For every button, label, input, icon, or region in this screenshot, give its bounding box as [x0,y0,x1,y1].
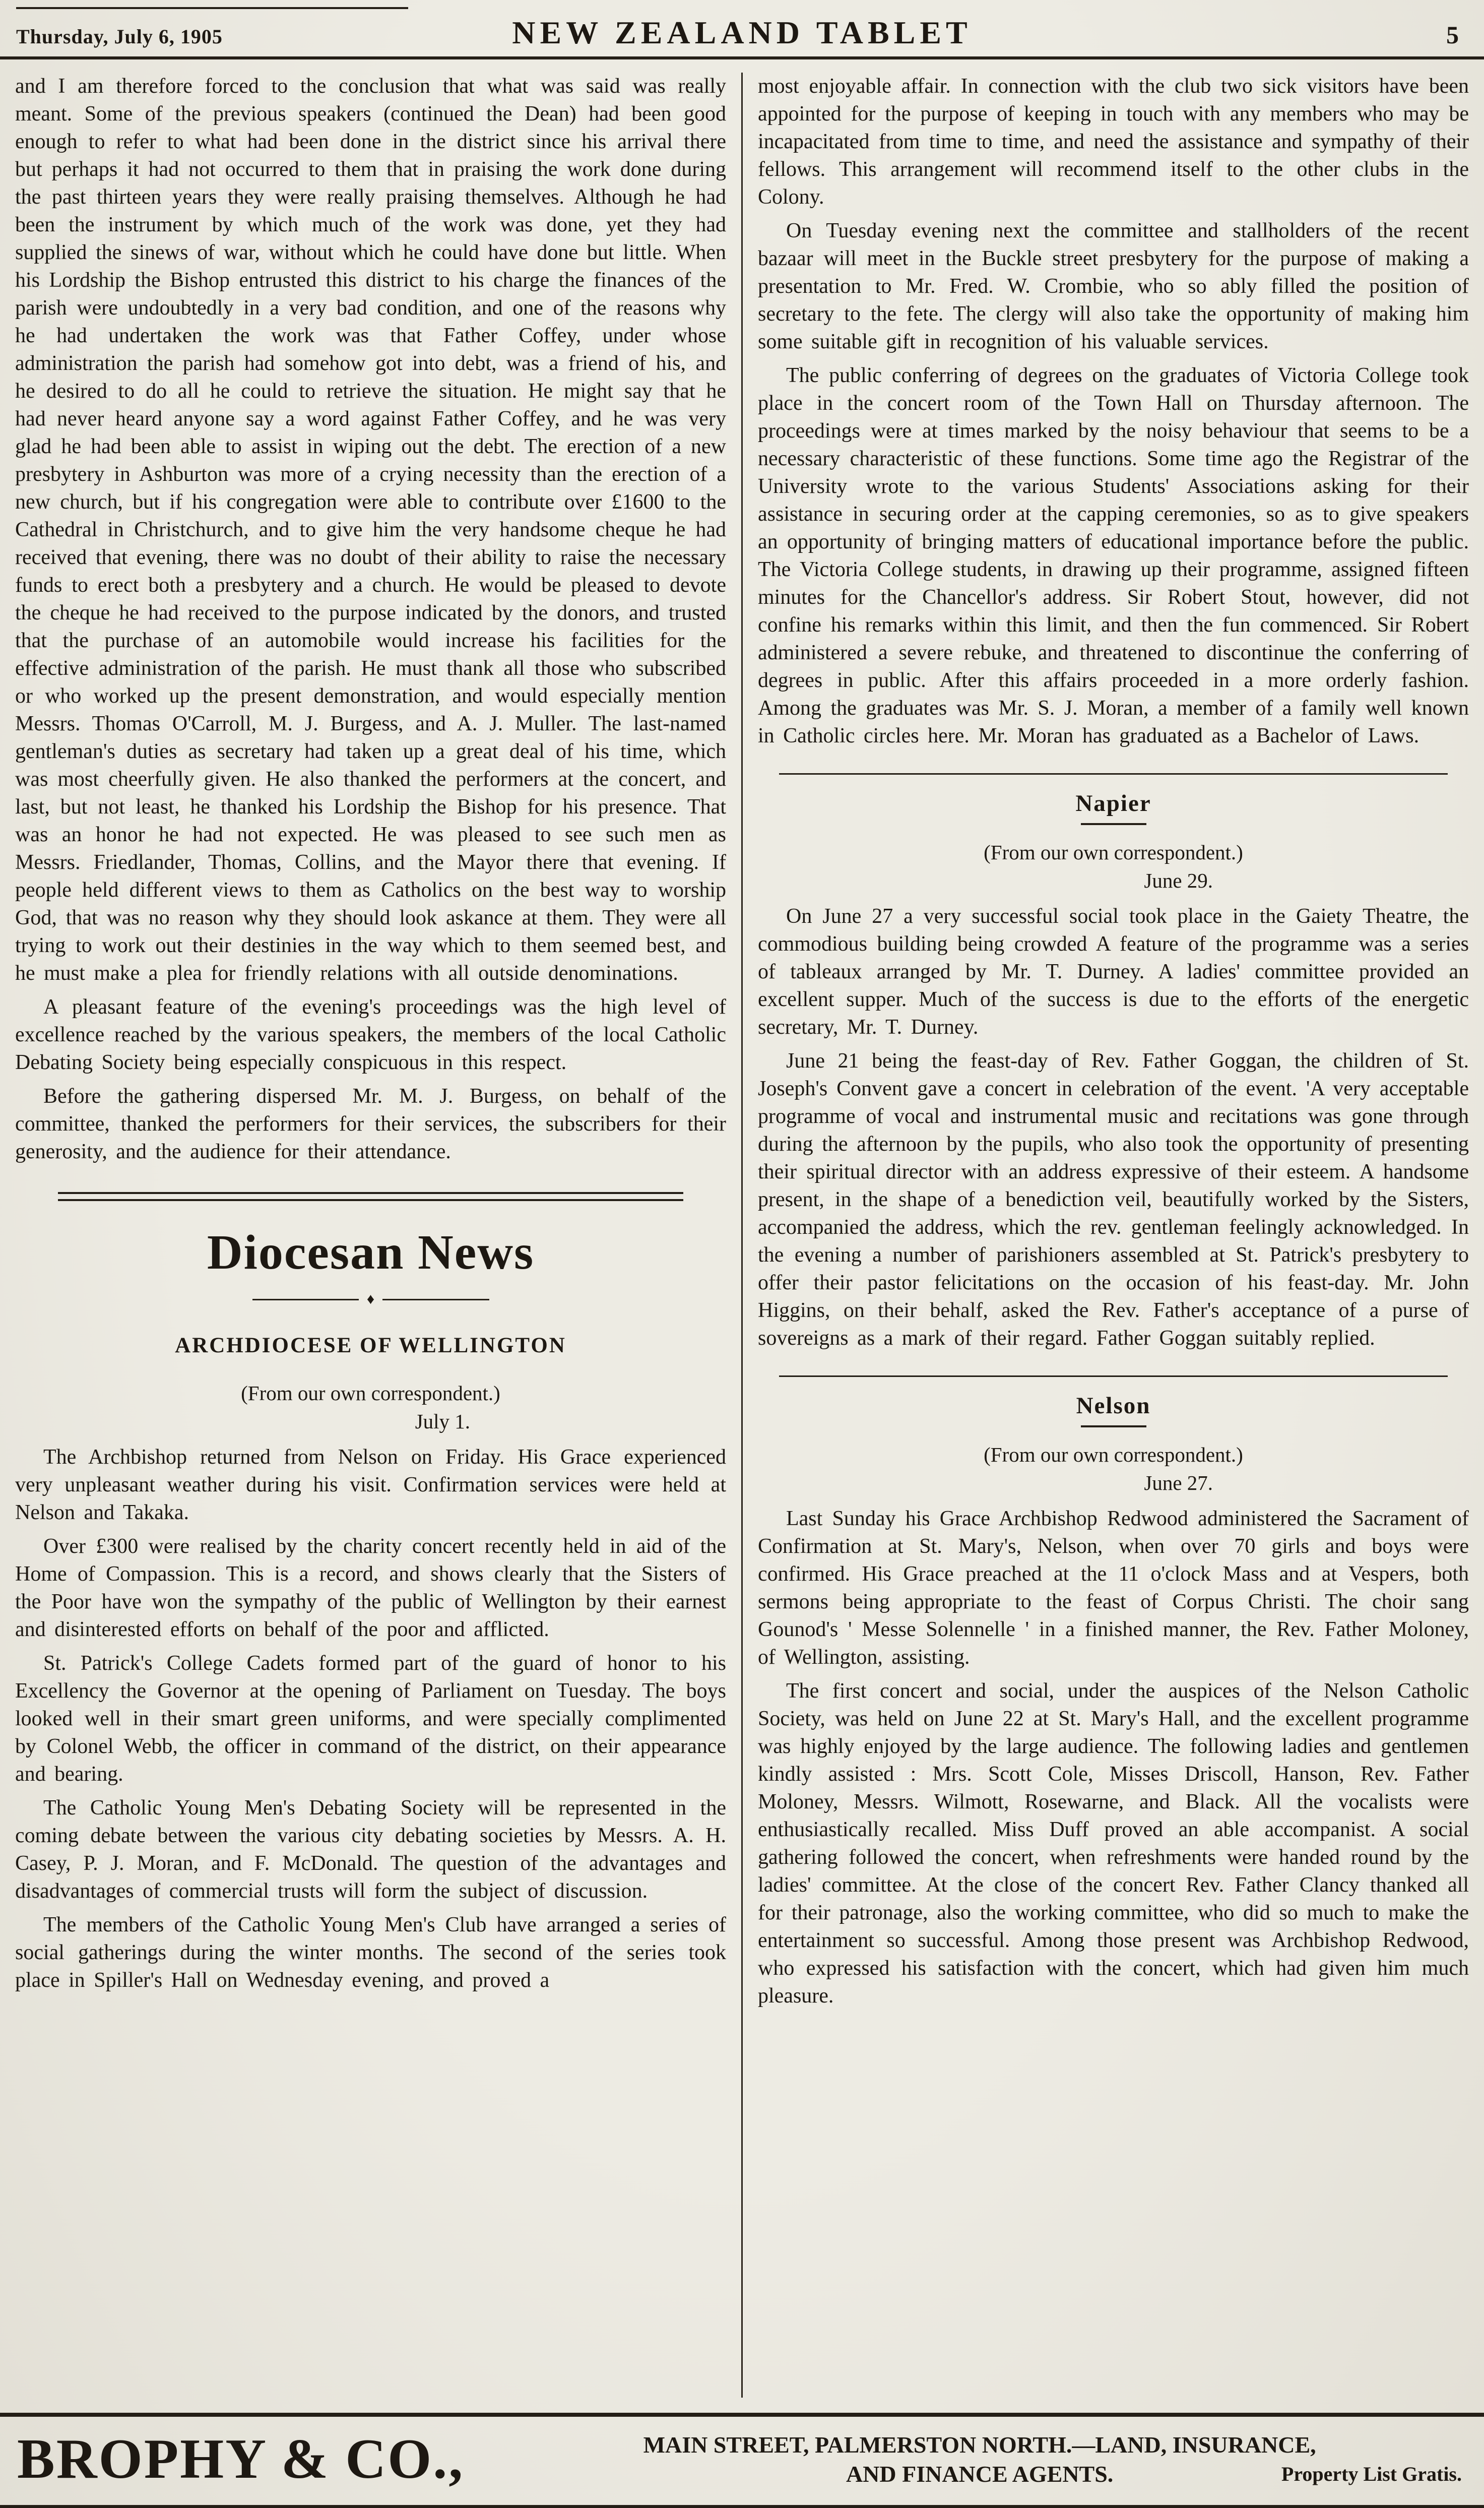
paragraph: most enjoyable affair. In connection with the club two sick visitors have been appointed for the purpose of keeping in touch with any members who may be incapacitated from time to time, and need the assistance and sympathy of their fellows. This arrangement will recommend itself to the other clubs in the Colony. [758,75,1469,209]
diamond-icon: ♦ [366,1291,375,1307]
paragraph: and I am therefore forced to the conclusion that what was said was really meant. Some of the previous speakers (continued the Dean) had been good enough to refer to what had been done in the district since his arrival there but perhaps it had not occurred to them that in praising the work done during the past thirteen years they were really praising themselves. Although he had been the instrument by which much of the work was done, yet they had supplied the sinews of war, without which he could have done but little. When his Lordship the Bishop entrusted this district to his charge the finances of the parish were undoubtedly in a very bad condition, and one of the reasons why he had undertaken the work was that Father Coffey, under whose administration the parish had somehow got into debt, was a friend of his, and he desired to do all he could to retrieve the situation. He might say that he had never heard anyone say a word against Father Coffey, and he was very glad he had been able to assist in wiping out the debt. The erection of a new presbytery in Ashburton was more of a crying necessity than the erection of a new church, but if his congregation were able to contribute over £1600 to the Cathedral in Christchurch, and to give him the very handsome cheque he had received that evening, there was no doubt of their ability to raise the necessary funds to erect both a presbytery and a church. He would be pleased to devote the cheque he had received to the purpose indicated by the donors, and trusted that the purchase of an automobile would increase his facilities for the effective administration of the parish. He must thank all those who subscribed or who worked up the present demonstration, and would especially mention Messrs. Thomas O'Carroll, M. J. Burgess, and A. J. Muller. The last-named gentleman's duties as secretary had taken up a great deal of his time, which was most cheerfully given. He also thanked the performers at the concert, and last, but not least, he thanked his Lordship the Bishop for his presence. That was an honor he had not expected. He was pleased to see such men as Messrs. Friedlander, Thomas, Collins, and the Mayor there that evening. If people held different views to them as Catholics on the best way to worship God, that was no reason why they should look askance at them. They were all trying to work out their destinies in the way which to them seemed best, and he must make a plea for friendly relations with all outside denominations. [15,75,726,985]
paragraph: The members of the Catholic Young Men's Club have arranged a series of social gatherings during the winter months. The second of the series took place in Spiller's Hall on Wednesday evening, and proved a [15,1913,726,1992]
paragraph: A pleasant feature of the evening's proceedings was the high level of excellence reached by the various speakers, the members of the local Catholic Debating Society being especially conspicuous in this respect. [15,995,726,1074]
advertisement-line1: MAIN STREET, PALMERSTON NORTH.—LAND, INSURANCE, [643,2431,1316,2458]
napier-title: Napier [1075,790,1151,817]
nelson-article-body [758,1505,1469,2010]
right-column [758,73,1469,2398]
paragraph: The public conferring of degrees on the graduates of Victoria College took place in the concert room of the Town Hall on Thursday afternoon. The proceedings were at times marked by the noisy behaviour that seems to be a necessary characteristic of these functions. Some time ago the Registrar of the University wrote to the various Students' Associations asking for their assistance in securing order at the capping ceremonies, so as to give speakers an opportunity of bringing matters of educational importance before the public. The Victoria College students, in drawing up their programme, assigned fifteen minutes for the Chancellor's address. Sir Robert Stout, however, did not confine his remarks within this limit, and then the fun commenced. Sir Robert administered a severe rebuke, and threatened to discontinue the conferring of degrees in public. After this affairs proceeded in a more orderly fashion. Among the graduates was Mr. S. J. Moran, a member of a family well known in Catholic circles here. Mr. Moran has graduated as a Bachelor of Laws. [758,364,1469,747]
nelson-top-rule [779,1375,1447,1377]
napier-title-rule [1081,823,1146,825]
correspondent-byline: (From our own correspondent.) [984,841,1243,864]
continuation-article-body [758,73,1469,750]
divider-line [252,1299,359,1300]
article-columns [0,59,1484,2413]
issue-date: Thursday, July 6, 1905 [16,25,223,48]
lead-article-body [15,73,726,1166]
advertisement-line2: AND FINANCE AGENTS. [846,2461,1114,2487]
section-divider-double-rule [58,1192,684,1201]
paragraph: The Archbishop returned from Nelson on Friday. His Grace experienced very unpleasant weather during his visit. Confirmation services were held at Nelson and Takaka. [15,1446,726,1524]
napier-article-body [758,903,1469,1352]
dateline: June 27. [1144,1471,1213,1494]
footer-advertisement [0,2413,1484,2508]
paragraph: June 21 being the feast-day of Rev. Father Goggan, the children of St. Joseph's Convent gave a concert in celebration of the event. 'A very acceptable programme of vocal and instrumental music and recitations was gone through during the afternoon by the pupils, who also took the opportunity of presenting their spiritual director with an address expressive of their esteem. A handsome present, in the shape of a benediction veil, beautifully worked by the Sisters, accompanied the address, which the rev. gentleman feelingly acknowledged. In the evening a number of parishioners assembled at St. Patrick's presbytery to offer their pastor felicitations on the occasion of his feast-day. Mr. John Higgins, on their behalf, asked the Rev. Father's acceptance of a purse of sovereigns as a mark of their regard. Father Goggan suitably replied. [758,1049,1469,1350]
advertisement-note: Property List Gratis. [1281,2462,1462,2485]
column-divider-rule [741,73,743,2398]
napier-top-rule [779,773,1447,775]
left-column [15,73,726,2398]
diamond-divider [252,1292,489,1307]
wellington-article-body [15,1444,726,1994]
dateline: July 1. [415,1410,471,1433]
newspaper-title: NEW ZEALAND TABLET [512,15,972,50]
paragraph: The first concert and social, under the auspices of the Nelson Catholic Society, was held on June 22 at St. Mary's Hall, and the excellent programme was highly enjoyed by the large audience. The following ladies and gentlemen kindly assisted : Mrs. Scott Cole, Misses Driscoll, Hanson, Rev. Father Moloney, Messrs. Wilmott, Rosewarne, and Black. All the vocalists were enthusiastically recalled. Miss Duff proved an able accompanist. A social gathering followed the concert, when refreshments were handed round by the ladies' committee. At the close of the concert Rev. Father Clancy thanked all for their patronage, also the working committee, who did so much to make the entertainment so successful. Among those present was Archbishop Redwood, who expressed his satisfaction with the concert, which had given him much pleasure. [758,1679,1469,2008]
divider-line [382,1299,489,1300]
nelson-title-rule [1081,1425,1146,1427]
advertiser-name: BROPHY & CO., [17,2428,465,2490]
paragraph: Over £300 were realised by the charity concert recently held in aid of the Home of Compassion. This is a record, and shows clearly that the Sisters of the Poor have won the sympathy of the public of Wellington by their earnest and disinterested efforts on behalf of the poor and afflicted. [15,1535,726,1641]
masthead [0,0,1484,59]
correspondent-byline: (From our own correspondent.) [984,1443,1243,1466]
masthead-top-rule [16,7,408,9]
dateline: June 29. [1144,869,1213,892]
paragraph: The Catholic Young Men's Debating Society will be represented in the coming debate between the various city debating societies by Messrs. A. H. Casey, P. J. Moran, and F. McDonald. The question of the advantages and disadvantages of commercial trusts will form the subject of discussion. [15,1796,726,1903]
archdiocese-subtitle: ARCHDIOCESE OF WELLINGTON [175,1334,566,1357]
advertisement-text [492,2430,1467,2489]
paragraph: On June 27 a very successful social took place in the Gaiety Theatre, the commodious building being crowded A feature of the programme was a series of tableaux arranged by Mr. T. Durney. A ladies' committee provided an excellent supper. Much of the success is due to the efforts of the energetic secretary, Mr. T. Durney. [758,905,1469,1039]
paragraph: On Tuesday evening next the committee and stallholders of the recent bazaar will meet in the Buckle street presbytery for the purpose of making a presentation to Mr. Fred. W. Crombie, who so ably filled the position of secretary to the fete. The clergy will also take the opportunity of making him some suitable gift in recognition of his valuable services. [758,219,1469,353]
paragraph: Before the gathering dispersed Mr. M. J. Burgess, on behalf of the committee, thanked the performers for their services, the subscribers for their generosity, and the audience for their attendance. [15,1085,726,1163]
paragraph: Last Sunday his Grace Archbishop Redwood administered the Sacrament of Confirmation at St. Mary's, Nelson, when over 70 girls and boys were confirmed. His Grace preached at the 11 o'clock Mass and at Vespers, both sermons being appropriate to the feast of Corpus Christi. The choir sang Gounod's ' Messe Solennelle ' in a finished manner, the Rev. Father Moloney, of Wellington, assisting. [758,1507,1469,1669]
page-number: 5 [1446,21,1459,49]
correspondent-byline: (From our own correspondent.) [241,1382,500,1405]
advertisement-line2-row [492,2460,1467,2489]
masthead-row [16,14,1468,51]
nelson-title: Nelson [1076,1393,1151,1419]
diocesan-news-title: Diocesan News [207,1225,535,1280]
paragraph: St. Patrick's College Cadets formed part of the guard of honor to his Excellency the Governor at the opening of Parliament on Tuesday. The boys looked well in their smart green uniforms, and were specially complimented by Colonel Webb, the officer in command of the district, on their appearance and bearing. [15,1652,726,1786]
